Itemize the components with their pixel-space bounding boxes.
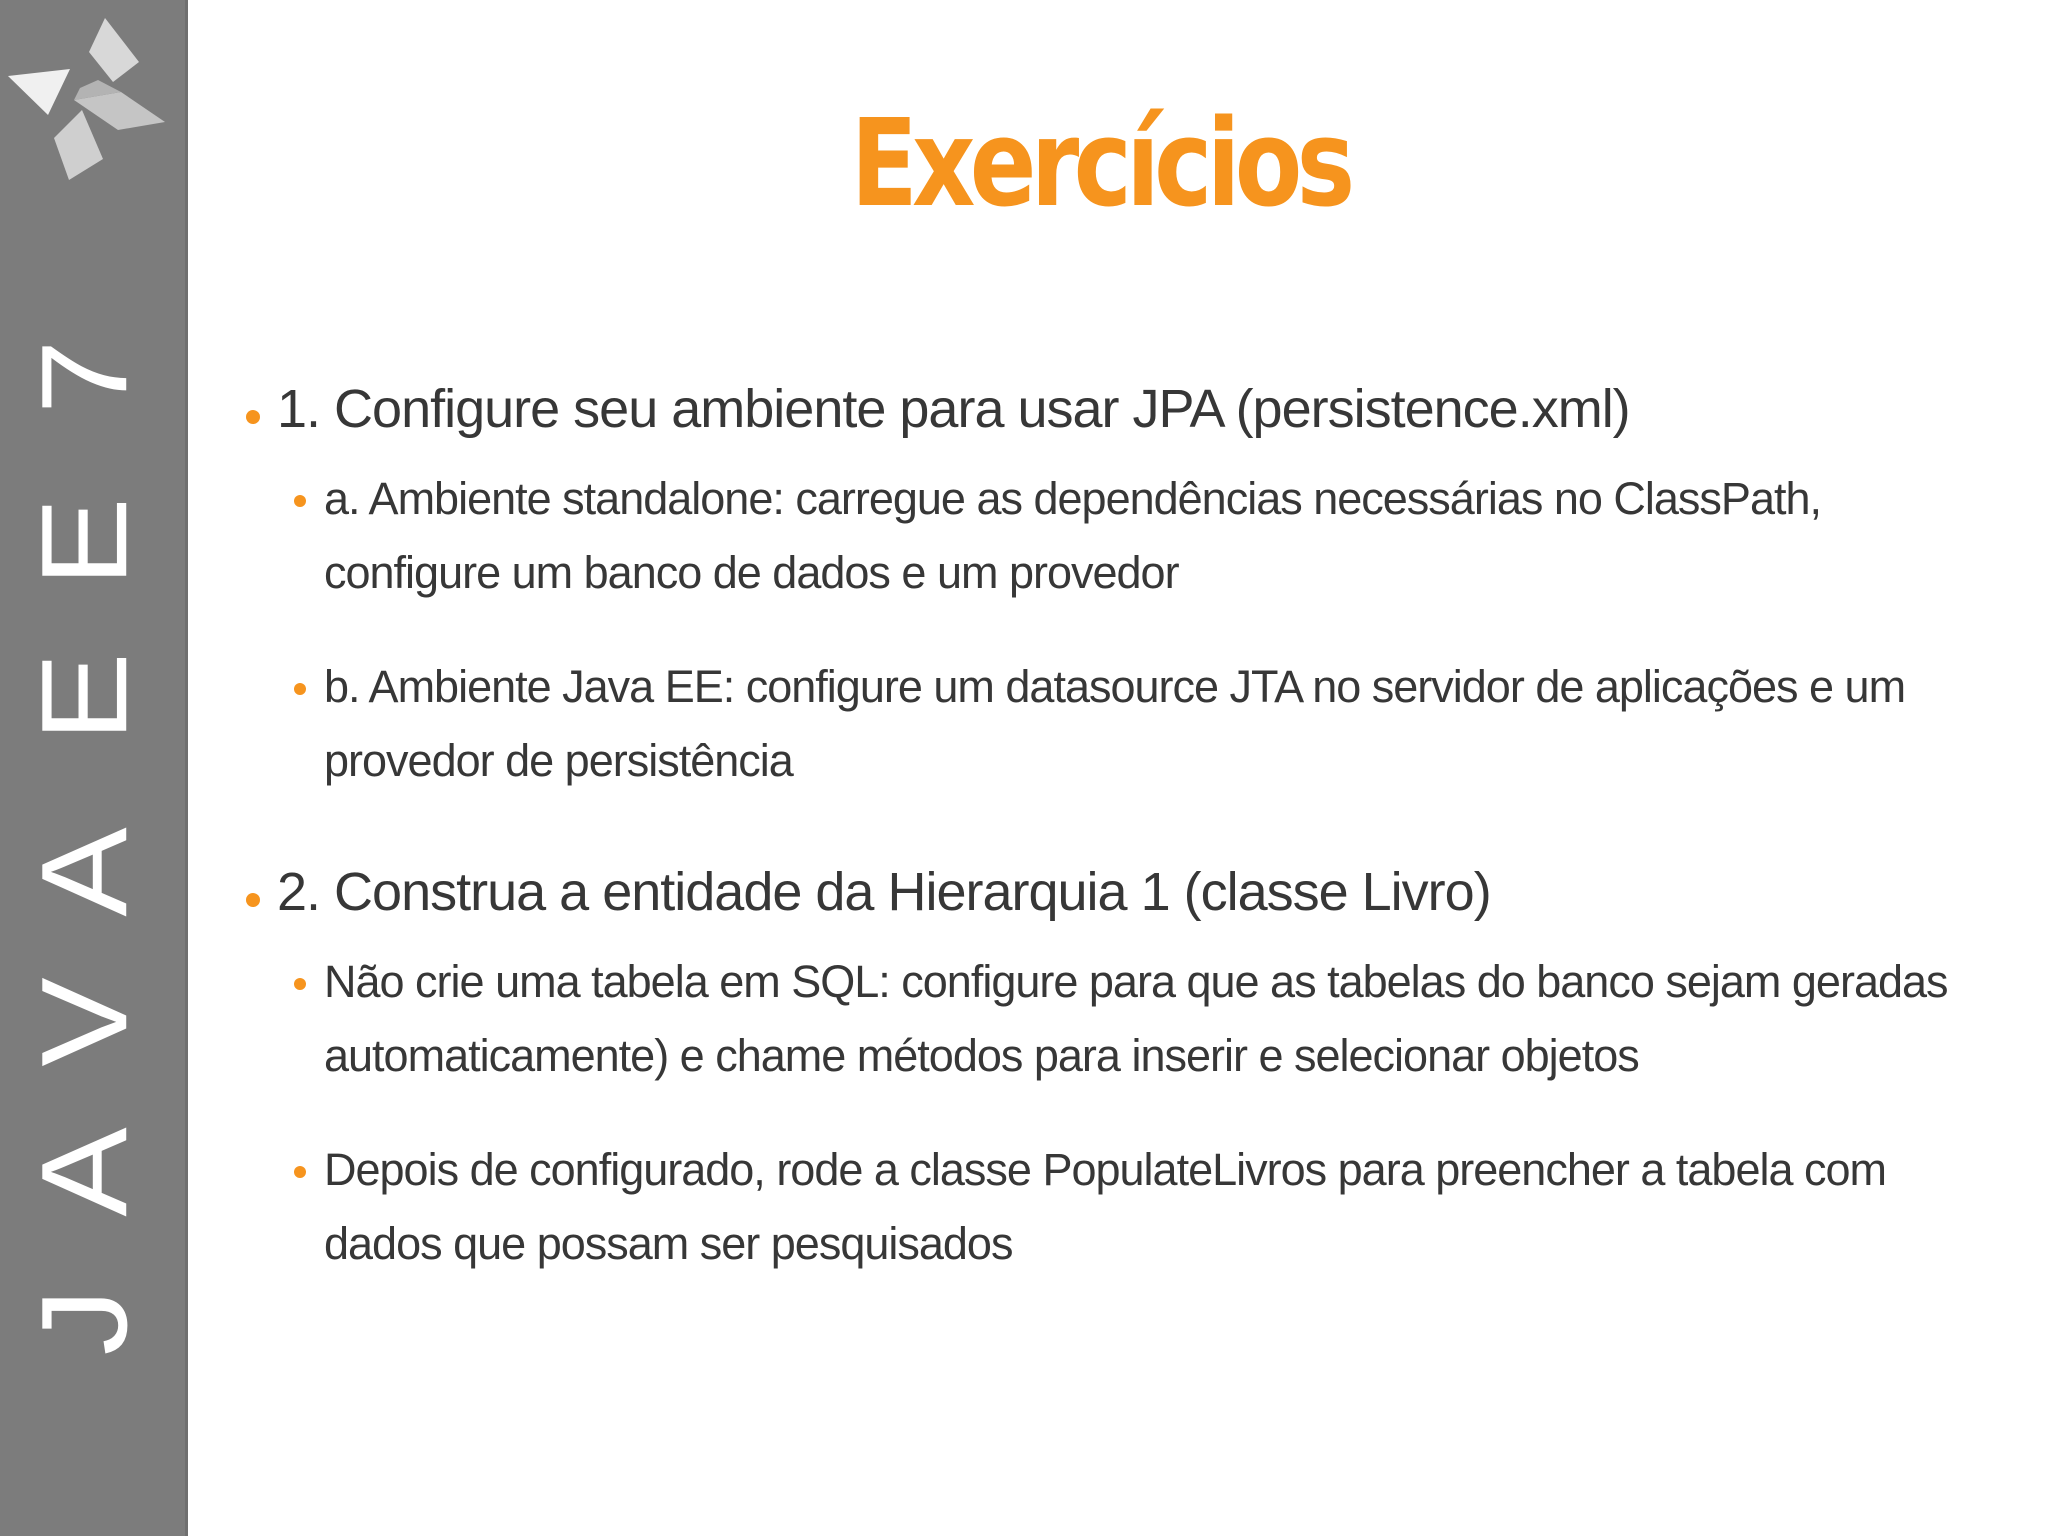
bullet-dot-icon (294, 978, 306, 990)
vertical-title-letter: A (16, 1127, 153, 1217)
bullet-text: 1. Configure seu ambiente para usar JPA (persistence.xml) (277, 379, 1630, 439)
bullet-dot-icon (246, 893, 260, 907)
bullet-text: a. Ambiente standalone: carregue as dependências necessárias no ClassPath, configure um banco de dados e um provedor (324, 473, 1822, 598)
slide-title: Exercícios (850, 95, 1350, 234)
vertical-title-letter: V (16, 977, 153, 1067)
bullet-item-2 (240, 855, 1960, 929)
bullet-dot-icon (294, 1166, 306, 1178)
java-logo-icon (8, 18, 178, 188)
bullet-dot-icon (294, 495, 306, 507)
vertical-title-letter: E (16, 497, 153, 587)
bullet-text: Não crie uma tabela em SQL: configure para que as tabelas do banco sejam geradas automaticamente) e chame métodos para inserir e selecionar objetos (324, 956, 1948, 1081)
bullet-dot-icon (246, 410, 260, 424)
bullet-text: 2. Construa a entidade da Hierarquia 1 (classe Livro) (277, 862, 1491, 922)
bullet-list (240, 372, 1960, 1281)
vertical-title (14, 322, 174, 1382)
vertical-title-letter: 7 (16, 339, 153, 415)
bullet-item-1a (288, 462, 1960, 610)
vertical-title-letter: E (16, 652, 153, 742)
bullet-dot-icon (294, 683, 306, 695)
bullet-item-2b (288, 1133, 1960, 1281)
bullet-text: Depois de configurado, rode a classe PopulateLivros para preencher a tabela com dados que possam ser pesquisados (324, 1144, 1887, 1269)
bullet-item-1 (240, 372, 1960, 446)
vertical-title-letter: J (16, 1288, 153, 1356)
bullet-item-2a (288, 945, 1960, 1093)
bullet-text: b. Ambiente Java EE: configure um datasource JTA no servidor de aplicações e um provedor de persistência (324, 661, 1906, 786)
bullet-item-1b (288, 650, 1960, 798)
sidebar-band (0, 0, 188, 1536)
vertical-title-letter: A (16, 827, 153, 917)
